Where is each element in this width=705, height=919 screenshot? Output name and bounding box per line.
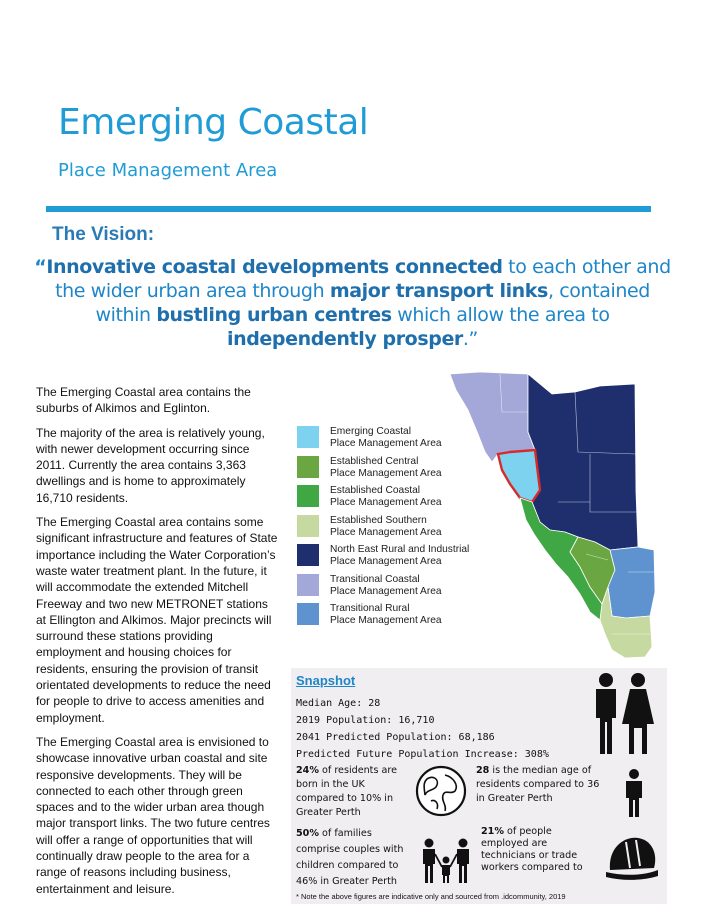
vision-bold-5: bustling urban centres: [156, 304, 392, 326]
hard-hat-icon: [604, 834, 660, 882]
body-paragraph: The majority of the area is relatively young, with newer development occurring since 2011. Currently the area contains 3,363 dwellings and is home to approximately 16,710 residents.: [36, 425, 265, 505]
fact-value: 21%: [481, 826, 504, 837]
map-region-emerging-coastal: [498, 450, 540, 502]
fact-value: 24%: [296, 765, 319, 776]
stat-2041-population: 2041 Predicted Population: 68,186: [296, 732, 495, 743]
fact-text: of families comprise couples with children compared to 46% in Greater Perth: [296, 828, 404, 887]
person-icon: [623, 768, 645, 818]
vision-statement: [30, 255, 675, 351]
page-subtitle: Place Management Area: [58, 160, 278, 181]
legend-swatch: [297, 574, 319, 596]
fact-born-uk: [296, 764, 406, 820]
stat-population-increase: Predicted Future Population Increase: 308%: [296, 749, 549, 760]
legend-label: Transitional Rural Place Management Area: [330, 603, 442, 626]
vision-bold-1: Innovative coastal developments connected: [46, 256, 503, 278]
legend-label: North East Rural and Industrial Place Management Area: [330, 544, 470, 567]
map-region-transitional-coastal: [450, 372, 535, 462]
vision-text-4: , contained within: [95, 280, 650, 326]
vision-bold-3: major transport links: [329, 280, 548, 302]
vision-text-2: to each other and the wider urban area through: [55, 256, 671, 302]
fact-text: of people employed are technicians or trade workers compared to: [481, 826, 583, 873]
stat-median-age: Median Age: 28: [296, 698, 381, 709]
legend-label: Established Coastal Place Management Area: [330, 485, 442, 508]
legend-label: Emerging Coastal Place Management Area: [330, 426, 442, 449]
vision-text-6: which allow the area to: [391, 304, 610, 326]
legend-swatch: [297, 544, 319, 566]
fact-value: 50%: [296, 828, 319, 839]
map-region-north-east-rural: [528, 374, 638, 550]
legend-swatch: [297, 515, 319, 537]
body-text: [36, 384, 280, 905]
globe-icon: [415, 765, 467, 817]
vision-open-quote: “: [34, 256, 47, 278]
legend-label: Transitional Coastal Place Management Area: [330, 573, 442, 597]
legend-label: Established Central Place Management Area: [330, 455, 442, 479]
snapshot-heading: Snapshot: [296, 673, 356, 688]
vision-close-quote: .”: [462, 328, 479, 350]
title-divider: [46, 206, 651, 212]
body-paragraph: The Emerging Coastal area contains the suburbs of Alkimos and Eglinton.: [36, 385, 251, 416]
legend-label: Established Southern Place Management Area: [330, 514, 442, 538]
page-title: Emerging Coastal: [58, 102, 369, 143]
body-paragraph: The Emerging Coastal area contains some significant infrastructure and features of State importance including the Water Corporation’s waste water treatment plant. In the future, it will accommodate the extended Mitchell Freeway and two new METRONET stations at Ellington and Alkimos. Major precincts will surround these stations providing employment and housing choices for residents, ensuring the provision of transit orientated developments to reduce the need for people to drive to access amenities and employment.: [36, 515, 278, 725]
fact-value: 28: [476, 765, 490, 776]
legend-swatch: [297, 426, 319, 448]
snapshot-panel: [291, 668, 667, 904]
family-icon: [421, 838, 471, 884]
fact-technicians: [481, 826, 599, 874]
fact-text: is the median age of residents compared to 36 in Greater Perth: [476, 765, 600, 804]
stat-2019-population: 2019 Population: 16,710: [296, 715, 435, 726]
legend-swatch: [297, 603, 319, 625]
map-region-transitional-rural: [608, 547, 655, 618]
fact-families: [296, 826, 411, 890]
vision-heading: The Vision:: [52, 224, 155, 245]
place-management-map: [440, 372, 670, 662]
couple-icon: [589, 672, 657, 756]
snapshot-source-note: * Note the above figures are indicative only and sourced from .idcommunity, 2019: [296, 892, 566, 901]
fact-median-age: [476, 764, 606, 806]
legend-swatch: [297, 456, 319, 478]
fact-text: of residents are born in the UK compared to 10% in Greater Perth: [296, 765, 398, 818]
legend-swatch: [297, 485, 319, 507]
vision-bold-7: independently prosper: [226, 328, 463, 350]
body-paragraph: The Emerging Coastal area is envisioned to showcase innovative urban coastal and site responsive developments. They will be connected to each other through green spaces and to the wider urban area though major transport links. The two future centres will offer a range of opportunities that will continually draw people to the area for a range of reasons including business, entertainment and leisure.: [36, 734, 270, 896]
